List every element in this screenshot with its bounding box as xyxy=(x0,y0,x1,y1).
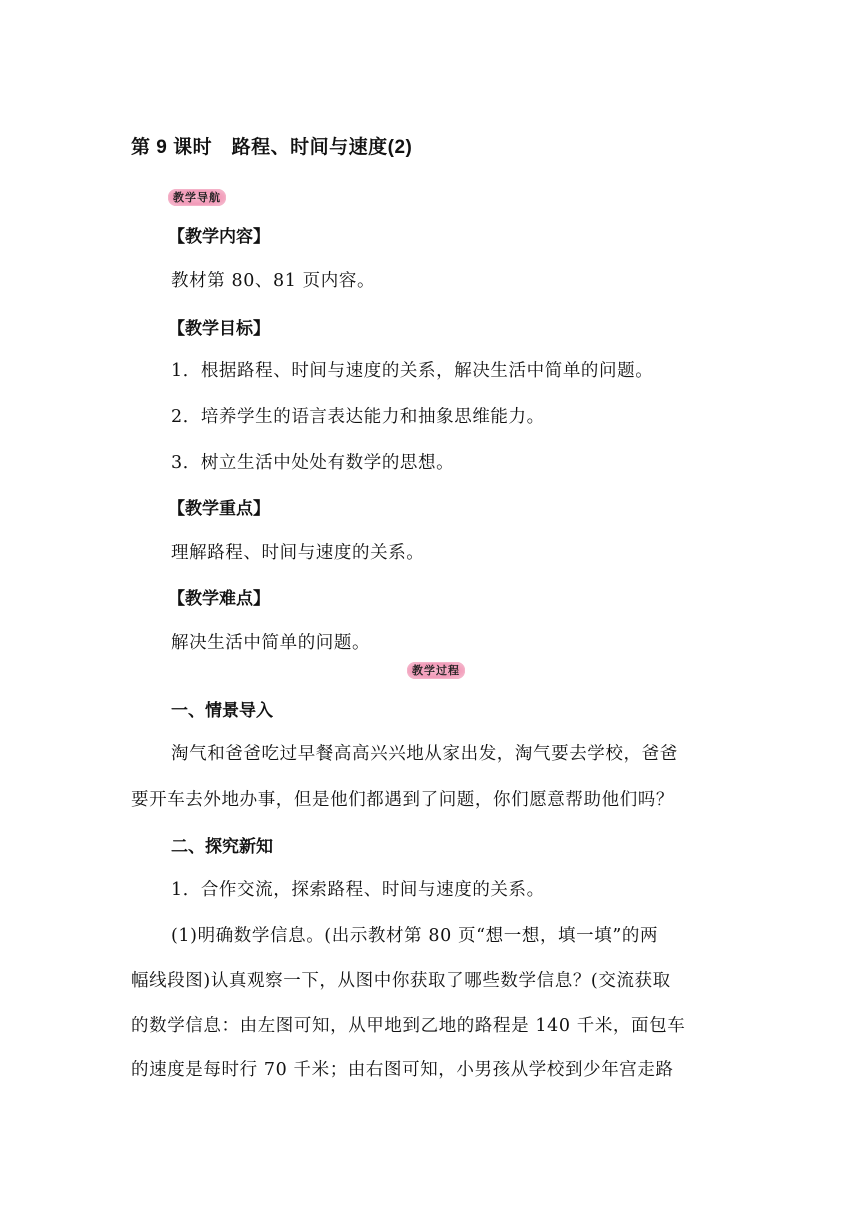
paragraph-line: 要开车去外地办事，但是他们都遇到了问题，你们愿意帮助他们吗？ xyxy=(131,790,674,810)
paragraph-line: 的数学信息：由左图可知，从甲地到乙地的路程是 140 千米，面包车 xyxy=(131,1016,686,1036)
lesson-title: 第 9 课时 路程、时间与速度(2) xyxy=(131,137,413,158)
paragraph-line: 幅线段图)认真观察一下，从图中你获取了哪些数学信息？(交流获取 xyxy=(131,971,671,991)
teaching-navigation-badge: 教学导航 xyxy=(168,189,226,206)
teaching-goal-item: 3．树立生活中处处有数学的思想。 xyxy=(171,453,455,473)
paragraph-line: 淘气和爸爸吃过早餐高高兴兴地从家出发，淘气要去学校，爸爸 xyxy=(171,744,678,764)
teaching-key-heading: 【教学重点】 xyxy=(168,499,270,519)
paragraph-line: 的速度是每时行 70 千米；由右图可知，小男孩从学校到少年宫走路 xyxy=(131,1060,674,1080)
teaching-process-badge: 教学过程 xyxy=(407,662,465,679)
explore-new-knowledge-heading: 二、探究新知 xyxy=(171,837,273,857)
teaching-goal-item: 2．培养学生的语言表达能力和抽象思维能力。 xyxy=(171,407,545,427)
teaching-difficulty-text: 解决生活中简单的问题。 xyxy=(171,633,371,653)
situation-intro-heading: 一、情景导入 xyxy=(171,701,273,721)
paragraph-line: (1)明确数学信息。(出示教材第 80 页“想一想，填一填”的两 xyxy=(171,926,659,946)
teaching-key-text: 理解路程、时间与速度的关系。 xyxy=(171,543,425,563)
explore-item-1: 1．合作交流，探索路程、时间与速度的关系。 xyxy=(171,880,545,900)
teaching-goal-item: 1．根据路程、时间与速度的关系，解决生活中简单的问题。 xyxy=(171,361,654,381)
teaching-content-text: 教材第 80、81 页内容。 xyxy=(171,271,376,291)
teaching-content-heading: 【教学内容】 xyxy=(168,227,270,247)
teaching-goals-heading: 【教学目标】 xyxy=(168,319,270,339)
teaching-difficulty-heading: 【教学难点】 xyxy=(168,589,270,609)
